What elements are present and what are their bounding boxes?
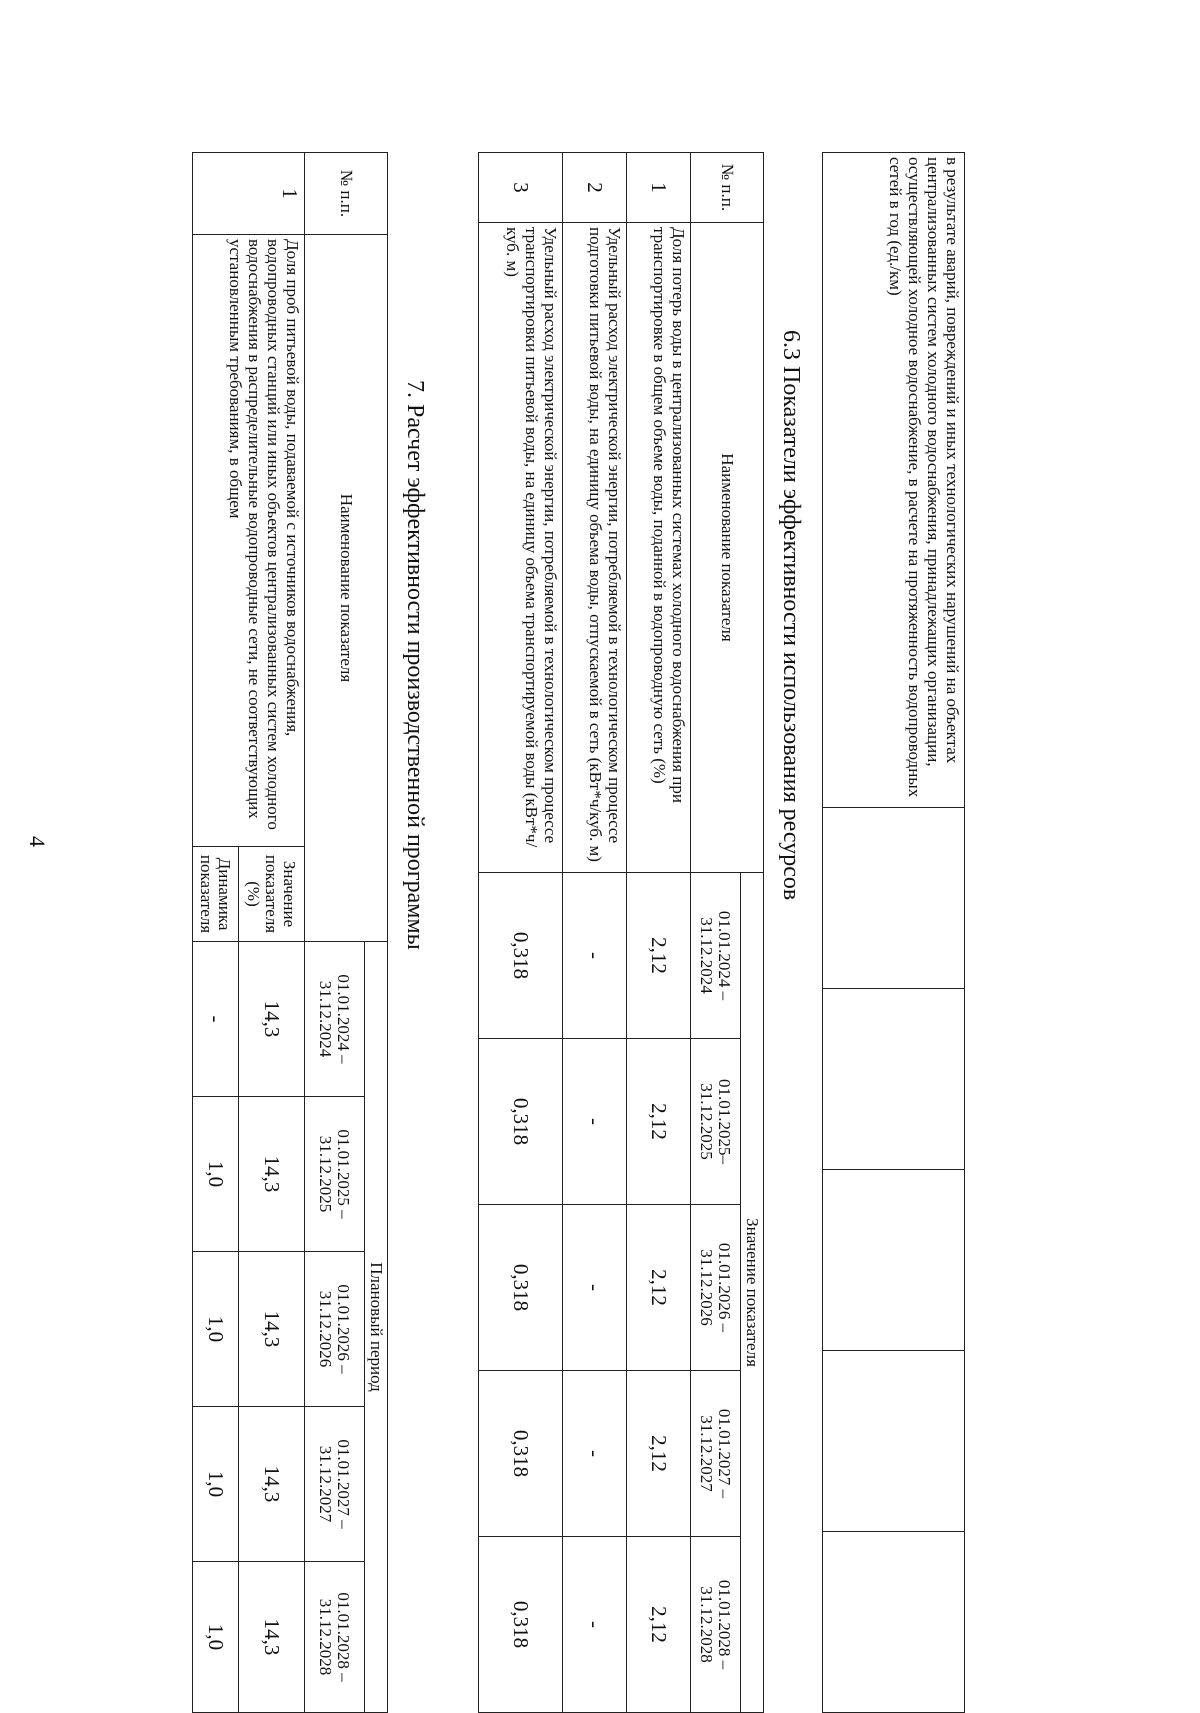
row-value: 14,3 [239,942,305,1097]
resource-efficiency-table [478,152,764,1713]
row-number: 3 [479,153,563,223]
row-number: 1 [193,153,305,235]
section-7-heading: 7. Расчет эффективности производственной программы [402,380,428,950]
header-period: 01.01.2026 – 31.12.2026 [305,1252,365,1407]
row-value: 2,12 [627,1205,691,1371]
table-row [239,153,305,1713]
row-name: Доля потерь воды в централизованных системах холодного водоснабжения при транспортировке в общем объеме воды, поданной в водопроводную сеть (%) [627,223,691,873]
table-row [627,153,691,1713]
top-continuation-table [822,152,965,1713]
header-period: 01.01.2026 – 31.12.2026 [691,1205,741,1371]
row-number: 2 [563,153,627,223]
row-value: 0,318 [479,1537,563,1713]
row-value: - [563,1537,627,1713]
row-value: 14,3 [239,1562,305,1713]
row-value: 2,12 [627,873,691,1039]
header-name: Наименование показателя [691,223,764,873]
header-value: Значение показателя [741,873,764,1713]
row-value: 0,318 [479,1039,563,1205]
row-value: 1,0 [193,1097,239,1252]
row-value: 1,0 [193,1407,239,1562]
row-value: - [563,1205,627,1371]
header-period: 01.01.2024 – 31.12.2024 [305,942,365,1097]
top-table-text: в результате аварий, повреждений и иных технологических нарушений на объектах централизованных систем холодного водоснабжения, принадлежащих организации, осуществляющей холодное водоснабжение, в расчете на протяженность водопроводных сетей в год (ед./км) [823,153,965,808]
row-value: - [563,1039,627,1205]
row-value: - [563,1371,627,1537]
row-value: - [193,942,239,1097]
header-period: 01.01.2025– 31.12.2025 [691,1039,741,1205]
row-value: 0,318 [479,1205,563,1371]
header-period: 01.01.2028 – 31.12.2028 [691,1537,741,1713]
header-num: № п.п. [305,153,388,235]
row-value: 1,0 [193,1252,239,1407]
row-value: 14,3 [239,1252,305,1407]
production-efficiency-table [192,152,388,1713]
page-number: 4 [25,836,50,847]
row-value: 0,318 [479,1371,563,1537]
table-row [563,153,627,1713]
row-value: 14,3 [239,1407,305,1562]
header-name: Наименование показателя [305,235,388,942]
table-row [479,153,563,1713]
sub-label: Динамика показателя [193,847,239,942]
header-period: 01.01.2027 – 31.12.2027 [691,1371,741,1537]
header-period: 01.01.2028 – 31.12.2028 [305,1562,365,1713]
row-value: 1,0 [193,1562,239,1713]
row-value: 2,12 [627,1537,691,1713]
row-value: 2,12 [627,1371,691,1537]
row-number: 1 [627,153,691,223]
row-name: Удельный расход электрической энергии, потребляемой в технологическом процессе подготовки питьевой воды, на единицу объема воды, отпускаемой в сеть (кВт*ч/куб. м) [563,223,627,873]
header-period: 01.01.2025 – 31.12.2025 [305,1097,365,1252]
header-num: № п.п. [691,153,764,223]
row-name: Доля проб питьевой воды, подаваемой с источников водоснабжения, водопроводных станций или иных объектов централизованных систем холодного водоснабжения в распределительные водопроводные сети, не соответствующих установленным требованиям, в общем [193,235,305,847]
row-value: - [563,873,627,1039]
header-period: 01.01.2024 – 31.12.2024 [691,873,741,1039]
header-period: 01.01.2027 – 31.12.2027 [305,1407,365,1562]
header-planned-period: Плановый период [365,942,388,1713]
row-name: Удельный расход электрической энергии, потребляемой в технологическом процессе транспортировки питьевой воды, на единицу объема транспортируемой воды (кВт*ч/куб. м) [479,223,563,873]
sub-label: Значение показателя (%) [239,847,305,942]
row-value: 0,318 [479,873,563,1039]
row-value: 2,12 [627,1039,691,1205]
row-value: 14,3 [239,1097,305,1252]
section-6-3-heading: 6.3 Показатели эффективности использования ресурсов [778,330,804,901]
